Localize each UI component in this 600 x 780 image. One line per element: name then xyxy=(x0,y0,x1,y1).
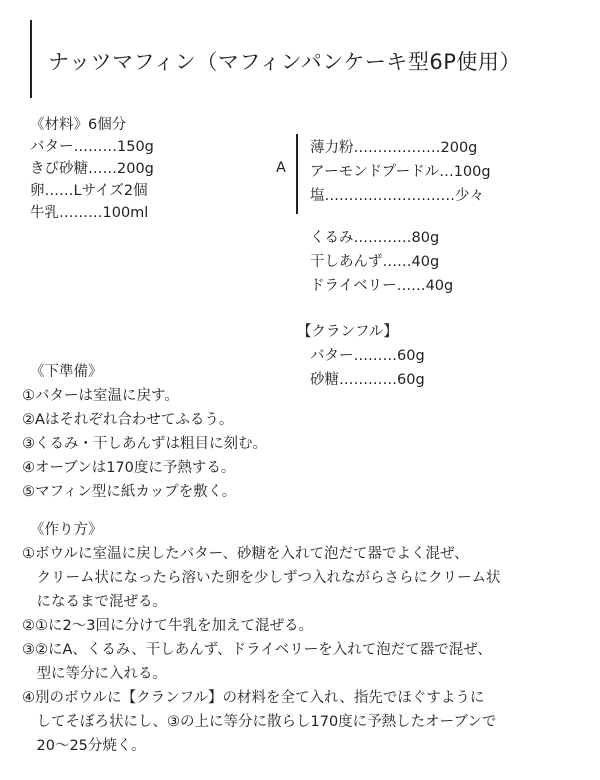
prep-step: ②Aはそれぞれ合わせてふるう。 xyxy=(22,412,234,428)
title-accent-bar xyxy=(30,20,32,98)
group-a-item: 薄力粉………………200g xyxy=(310,140,478,156)
method-line: ①ボウルに室温に戻したバター、砂糖を入れて泡だて器でよく混ぜ、 xyxy=(22,546,469,562)
ingredients-header: 《材料》6個分 xyxy=(30,117,127,133)
method-line: 20〜25分焼く。 xyxy=(22,738,146,754)
ingredient-item: 牛乳………100ml xyxy=(30,205,149,221)
prep-step: ⑤マフィン型に紙カップを敷く。 xyxy=(22,484,237,500)
page-title: ナッツマフィン（マフィンパンケーキ型6P使用） xyxy=(48,50,521,74)
nuts-item: くるみ…………80g xyxy=(310,230,440,246)
prep-step: ④オーブンは170度に予熱する。 xyxy=(22,460,236,476)
crumble-header: 【クランフル】 xyxy=(297,324,398,340)
group-a-label: A xyxy=(276,160,286,176)
method-header: 《作り方》 xyxy=(30,522,103,538)
crumble-item: 砂糖…………60g xyxy=(310,372,425,388)
nuts-item: 干しあんず……40g xyxy=(310,254,440,270)
ingredient-item: きび砂糖……200g xyxy=(30,161,154,177)
ingredient-item: 卵……Lサイズ2個 xyxy=(30,183,148,199)
ingredient-item: バター………150g xyxy=(30,139,154,155)
method-line: になるまで混ぜる。 xyxy=(22,594,167,610)
group-a-list xyxy=(310,136,491,208)
method-line: クリーム状になったら溶いた卵を少しずつ入れながらさらにクリーム状 xyxy=(22,570,501,586)
crumble-section xyxy=(297,320,425,392)
group-a-item: 塩………………………少々 xyxy=(310,188,484,204)
method-line: 型に等分に入れる。 xyxy=(22,666,167,682)
method-section xyxy=(22,518,501,758)
prep-step: ①バターは室温に戻す。 xyxy=(22,388,179,404)
crumble-item: バター………60g xyxy=(310,348,425,364)
ingredients-section xyxy=(30,114,154,224)
nuts-item: ドライベリー……40g xyxy=(310,278,454,294)
prep-step: ③くるみ・干しあんずは粗目に刻む。 xyxy=(22,436,267,452)
method-line: してそぼろ状にし、③の上に等分に散らし170度に予熱したオーブンで xyxy=(22,714,497,730)
method-line: ④別のボウルに【クランフル】の材料を全て入れ、指先でほぐすように xyxy=(22,690,485,706)
group-a-item: アーモンドプードル…100g xyxy=(310,164,491,180)
group-a-bracket xyxy=(296,134,298,214)
method-line: ③②にA、くるみ、干しあんず、ドライベリーを入れて泡だて器で混ぜ、 xyxy=(22,642,492,658)
method-line: ②①に2〜3回に分けて牛乳を加えて混ぜる。 xyxy=(22,618,313,634)
prep-header: 《下準備》 xyxy=(30,364,103,380)
nuts-list xyxy=(310,226,453,298)
prep-section xyxy=(22,360,267,504)
